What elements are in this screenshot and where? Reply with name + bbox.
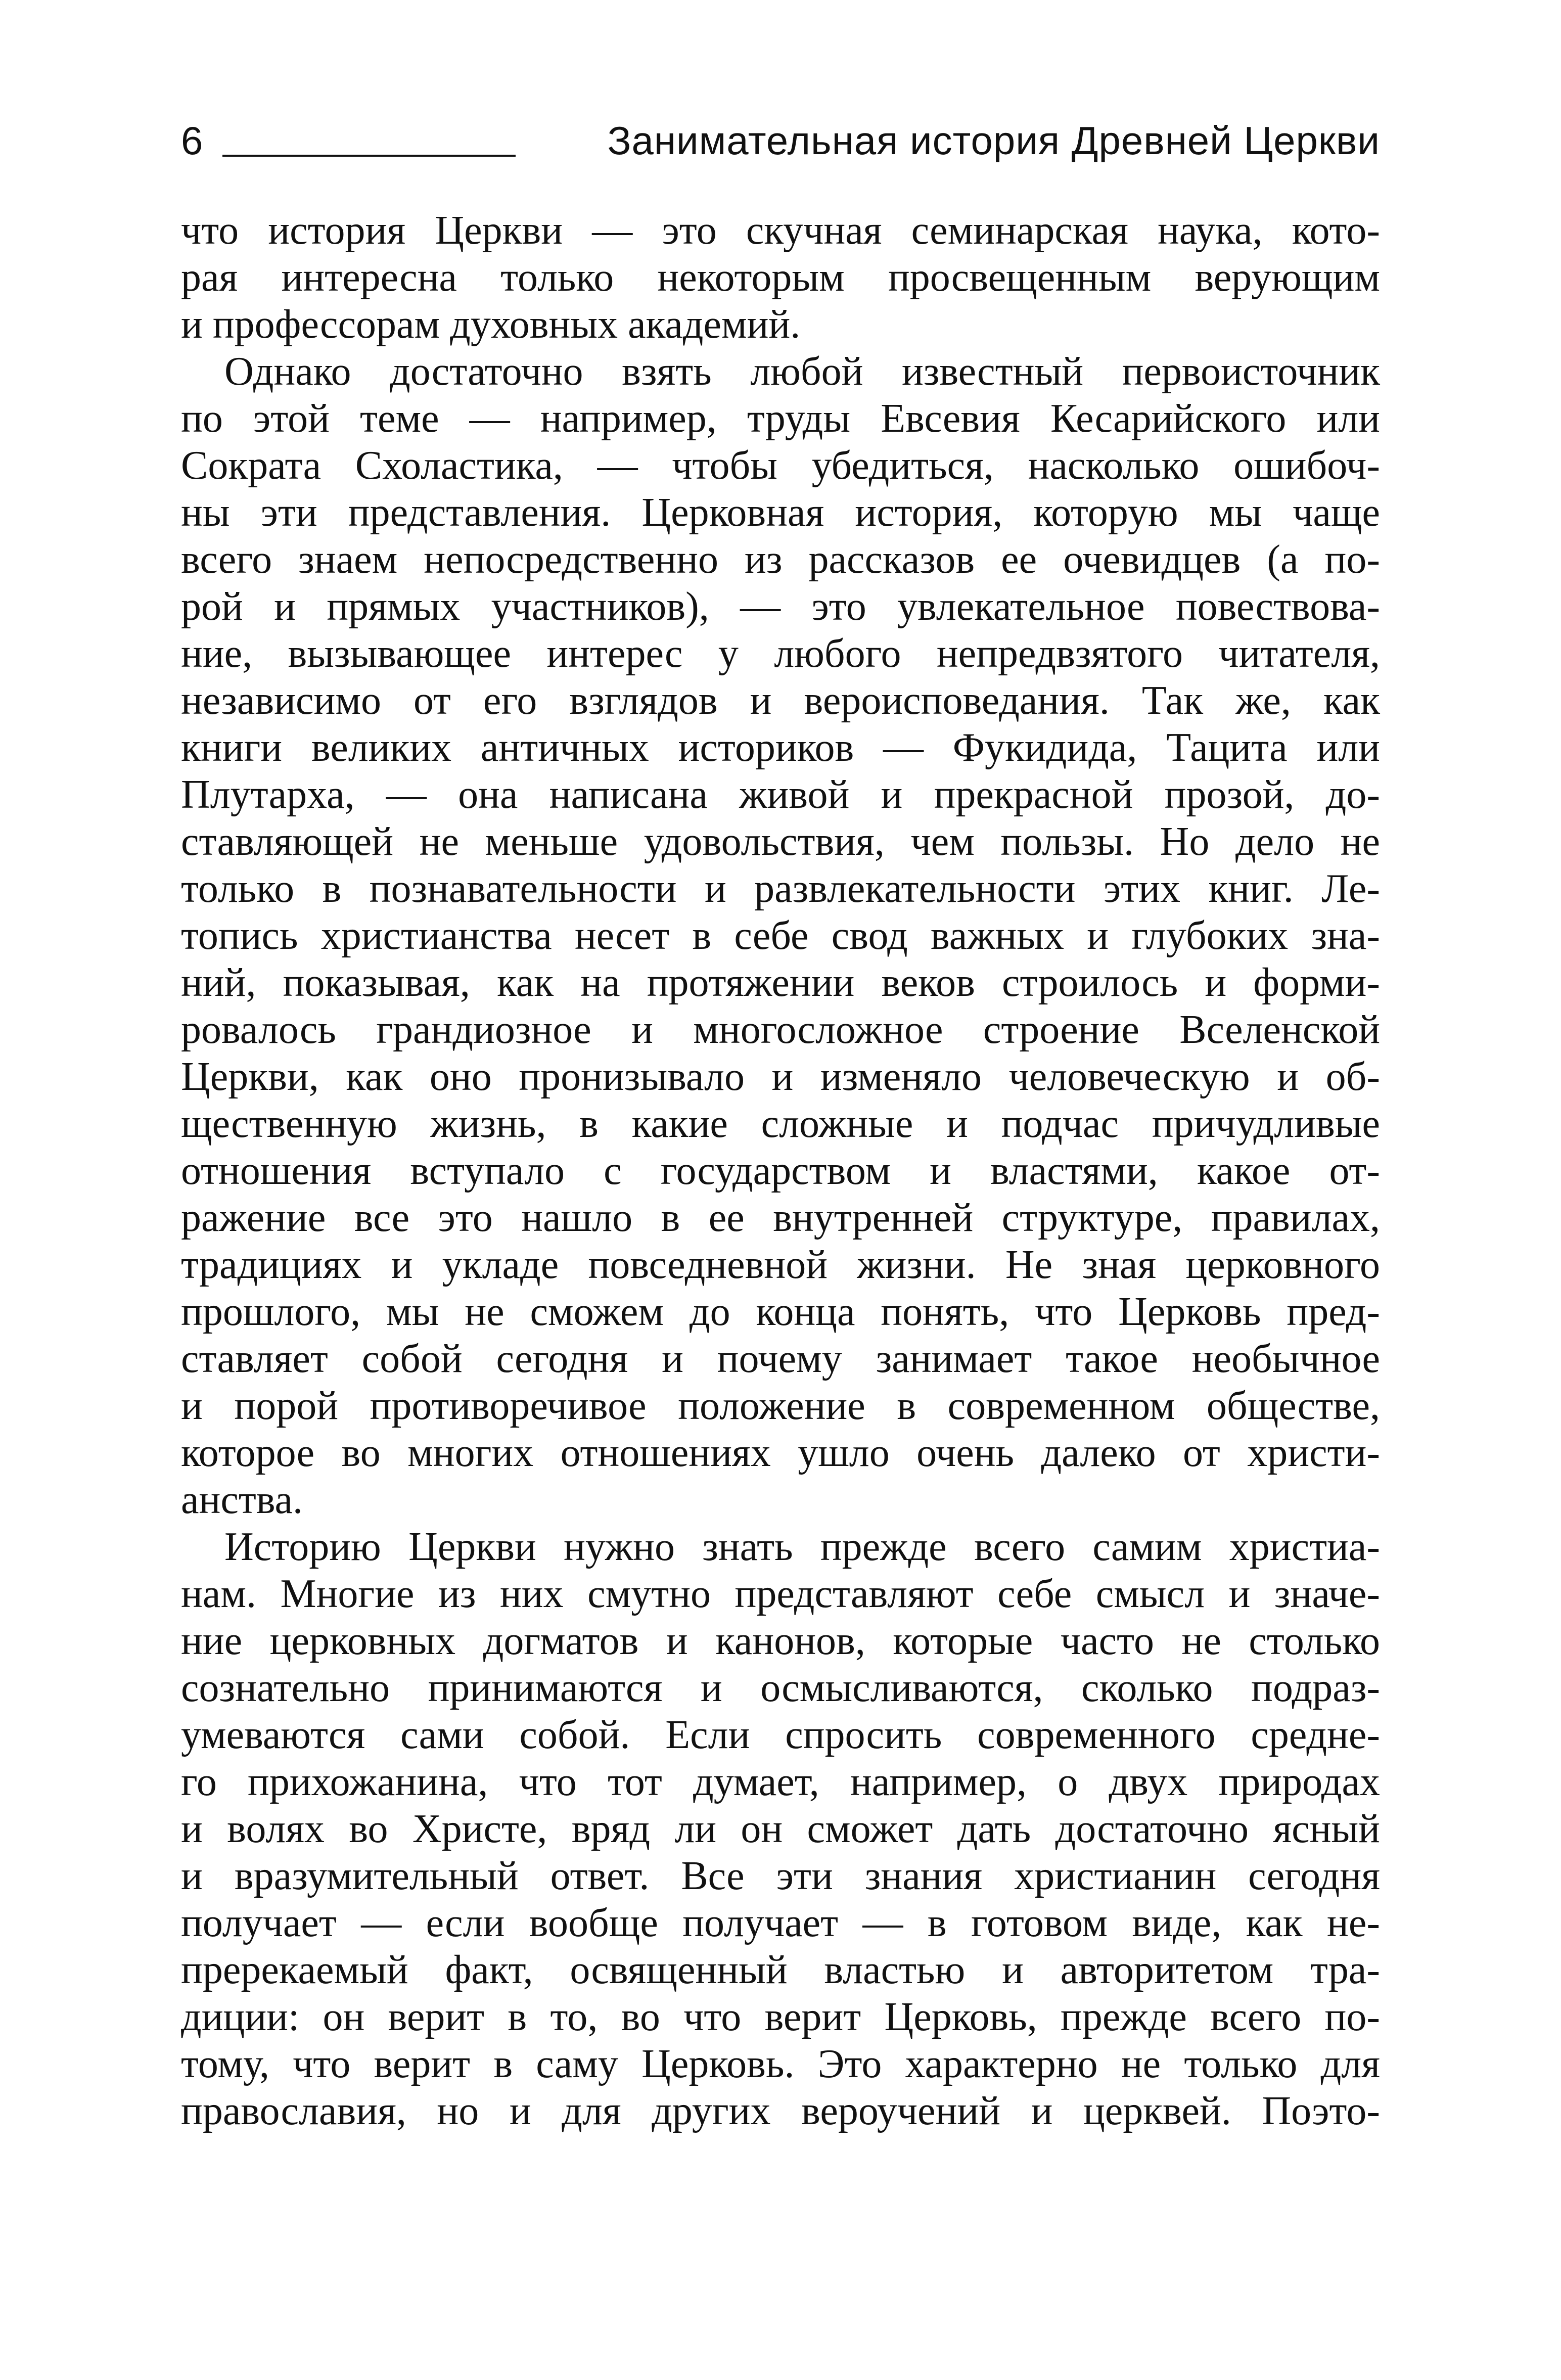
text-line: и профессорам духовных академий. [181,302,801,347]
text-line: Однако достаточно взять любой известный первоисточник [224,349,1380,394]
text-line: ны эти представления. Церковная история, которую мы чаще [181,490,1380,535]
text-line: рая интересна только некоторым просвещенным верующим [181,255,1380,300]
text-line: ставляет собой сегодня и почему занимает такое необычное [181,1337,1380,1381]
text-line: независимо от его взглядов и вероисповедания. Так же, как [181,678,1380,723]
text-line: щественную жизнь, в какие сложные и подчас причудливые [181,1102,1380,1146]
text-line: ний, показывая, как на протяжении веков строилось и форми- [181,960,1380,1005]
header-rule [222,155,516,157]
text-line: традициях и укладе повседневной жизни. Не зная церковного [181,1243,1380,1287]
text-line: Плутарха, — она написана живой и прекрасной прозой, до- [181,772,1380,817]
text-line: получает — если вообще получает — в готовом виде, как не- [181,1901,1380,1945]
text-line: и вразумительный ответ. Все эти знания христианин сегодня [181,1854,1380,1898]
text-line: и порой противоречивое положение в современном обществе, [181,1384,1380,1428]
text-line: умеваются сами собой. Если спросить современного средне- [181,1713,1380,1757]
text-line: всего знаем непосредственно из рассказов ее очевидцев (а по- [181,537,1380,582]
text-line: ставляющей не меньше удовольствия, чем пользы. Но дело не [181,819,1380,864]
text-line: православия, но и для других вероучений и церквей. Поэто- [181,2089,1380,2133]
text-line: которое во многих отношениях ушло очень далеко от христи- [181,1431,1380,1475]
text-line: и волях во Христе, вряд ли он сможет дать достаточно ясный [181,1807,1380,1851]
text-line: ние, вызывающее интерес у любого непредвзятого читателя, [181,631,1380,676]
text-line: только в познавательности и развлекательности этих книг. Ле- [181,866,1380,911]
text-line: Церкви, как оно пронизывало и изменяло человеческую и об- [181,1055,1380,1099]
text-line: ражение все это нашло в ее внутренней структуре, правилах, [181,1196,1380,1240]
text-line: Историю Церкви нужно знать прежде всего самим христиа- [224,1525,1380,1569]
running-header [181,115,1380,171]
text-line: пререкаемый факт, освященный властью и авторитетом тра- [181,1948,1380,1992]
page-number: 6 [181,118,203,163]
text-line: топись христианства несет в себе свод важных и глубоких зна- [181,913,1380,958]
body-text [181,207,1380,2135]
text-line: рой и прямых участников), — это увлекательное повествова- [181,584,1380,629]
text-line: прошлого, мы не сможем до конца понять, что Церковь пред- [181,1290,1380,1334]
text-line: ровалось грандиозное и многосложное строение Вселенской [181,1008,1380,1052]
text-line: диции: он верит в то, во что верит Церковь, прежде всего по- [181,1995,1380,2039]
text-line: по этой теме — например, труды Евсевия Кесарийского или [181,396,1380,441]
text-line: го прихожанина, что тот думает, например, о двух природах [181,1760,1380,1804]
text-line: анства. [181,1478,303,1522]
running-title: Занимательная история Древней Церкви [607,118,1380,163]
text-line: тому, что верит в саму Церковь. Это характерно не только для [181,2042,1380,2086]
text-line: сознательно принимаются и осмысливаются, сколько подраз- [181,1666,1380,1710]
text-line: нам. Многие из них смутно представляют себе смысл и значе- [181,1572,1380,1616]
text-line: книги великих античных историков — Фукидида, Тацита или [181,725,1380,770]
text-line: что история Церкви — это скучная семинарская наука, кото- [181,208,1380,253]
text-line: Сократа Схоластика, — чтобы убедиться, насколько ошибоч- [181,443,1380,488]
text-line: отношения вступало с государством и властями, какое от- [181,1149,1380,1193]
text-line: ние церковных догматов и канонов, которые часто не столько [181,1619,1380,1663]
